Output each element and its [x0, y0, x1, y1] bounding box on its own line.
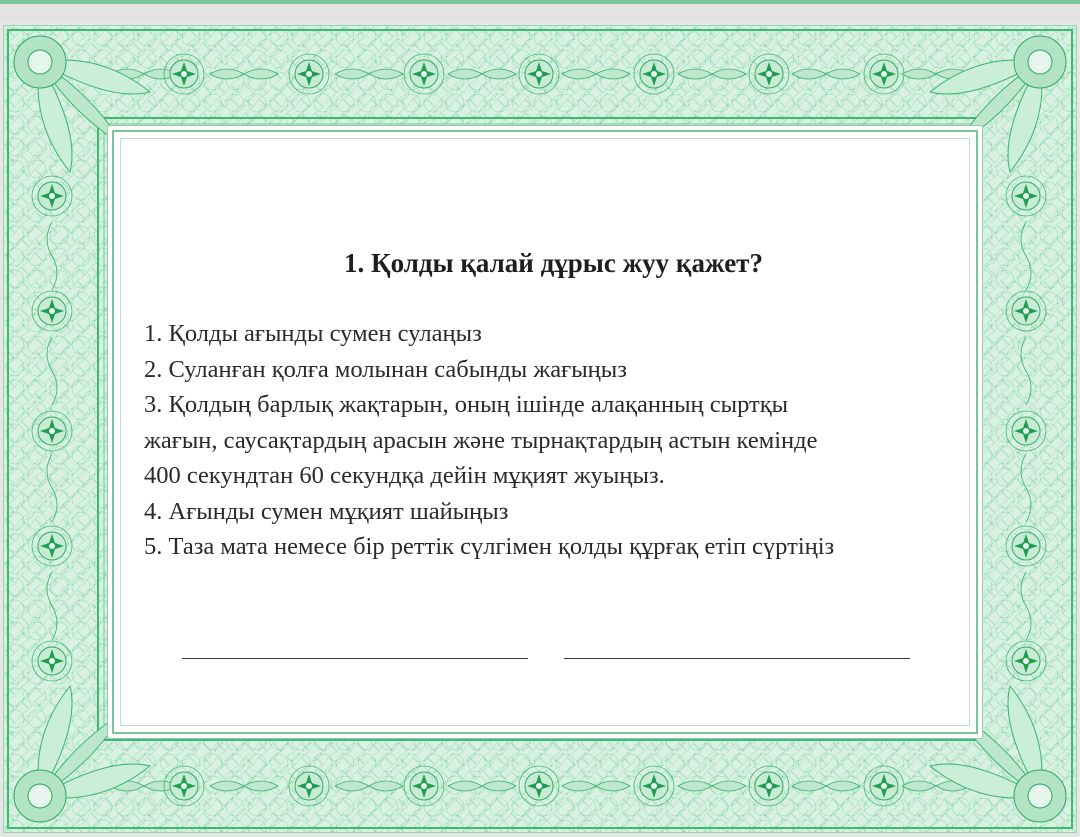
signature-line-right — [564, 658, 910, 659]
list-item: 2. Суланған қолға молынан сабынды жағыңыз — [144, 355, 627, 383]
page-title: 1. Қолды қалай дұрыс жуу қажет? — [344, 248, 763, 278]
previous-page-edge — [0, 0, 1080, 22]
certificate-frame — [4, 26, 1076, 832]
list-item: 3. Қолдың барлық жақтарын, оның ішінде алақанның сыртқы — [144, 391, 789, 418]
list-item: 5. Таза мата немесе бір реттік сүлгімен қолды құрғақ етіп сүртіңіз — [144, 533, 835, 560]
list-item: 1. Қолды ағынды сумен сулаңыз — [144, 320, 482, 347]
list-item: 400 секундтан 60 секундқа дейін мұқият жуыңыз. — [144, 462, 665, 489]
list-item: жағын, саусақтардың арасын және тырнақтардың астын кемінде — [144, 426, 818, 454]
instruction-list — [144, 316, 984, 565]
previous-page-frame — [0, 0, 1080, 4]
list-item: 4. Ағынды сумен мұқият шайыңыз — [144, 497, 509, 525]
content-panel — [112, 130, 978, 734]
signature-line-left — [182, 658, 528, 659]
